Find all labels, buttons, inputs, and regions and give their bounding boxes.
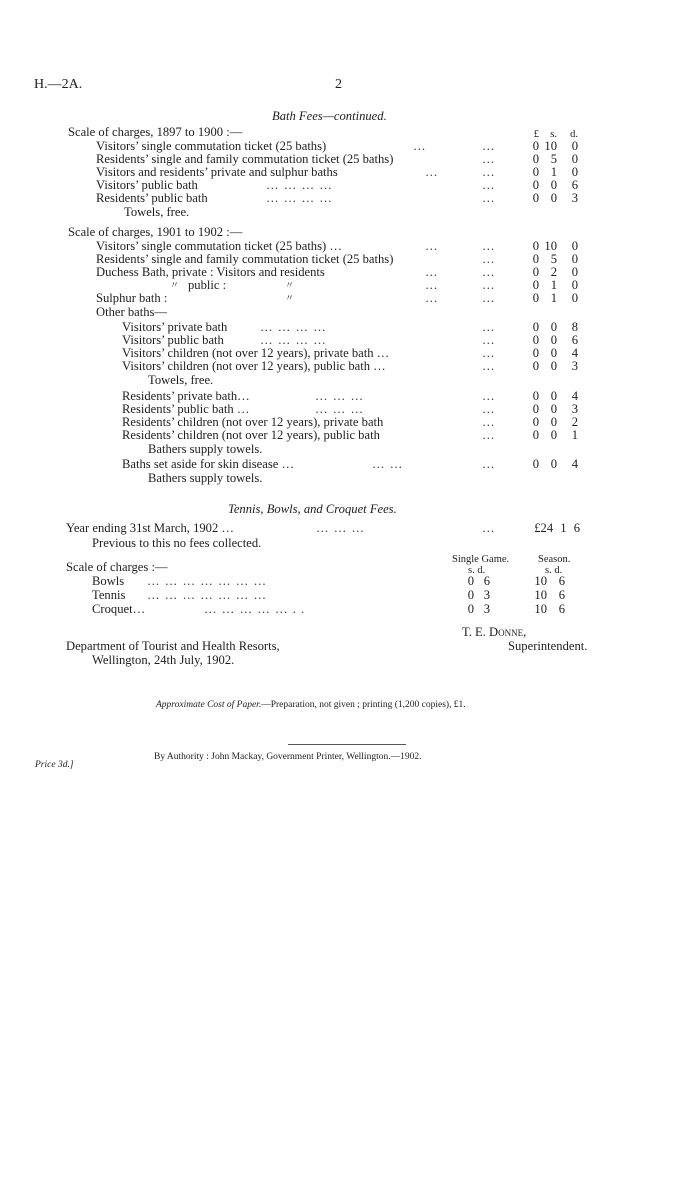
leader-dots: … bbox=[482, 265, 496, 279]
amount-pounds: 0 bbox=[532, 178, 539, 192]
fee-label: Duchess Bath, private : Visitors and residents bbox=[96, 265, 325, 279]
document-reference: H.—2A. bbox=[34, 77, 83, 92]
scale-1897-heading: Scale of charges, 1897 to 1900 :— bbox=[68, 125, 243, 139]
signatory-name: T. E. Donne, bbox=[462, 625, 527, 639]
leader-dots: … bbox=[482, 191, 496, 205]
fee-label: Residents’ single and family commutation ticket (25 baths) bbox=[96, 252, 394, 266]
season-pence: 6 bbox=[558, 574, 565, 588]
game-label: Tennis bbox=[92, 588, 126, 602]
season-sd-header: s. d. bbox=[545, 565, 563, 576]
amount-pounds: 0 bbox=[532, 333, 539, 347]
bath-fees-title: Bath Fees—continued. bbox=[272, 109, 387, 123]
amount-shillings: 1 bbox=[550, 165, 557, 179]
amount-shillings: 0 bbox=[550, 457, 557, 471]
leader-dots: … … … … bbox=[266, 178, 333, 192]
col-pounds-header: £ bbox=[533, 129, 539, 140]
amount-pence: 4 bbox=[571, 457, 578, 471]
amount-pence: 0 bbox=[571, 291, 578, 305]
fee-label: Residents’ public bath … bbox=[122, 402, 250, 416]
col-single-game-header: Single Game. bbox=[452, 554, 510, 565]
towels-note: Towels, free. bbox=[148, 373, 214, 387]
amount-pence: 0 bbox=[571, 152, 578, 166]
single-pence: 6 bbox=[483, 574, 490, 588]
single-shillings: 0 bbox=[467, 588, 474, 602]
ditto-mark: 〃 bbox=[170, 280, 180, 290]
cost-label: Approximate Cost of Paper. bbox=[156, 700, 262, 710]
ditto-mark: 〃 bbox=[285, 280, 295, 290]
leader-dots: … bbox=[482, 278, 496, 292]
amount-pence: 0 bbox=[571, 165, 578, 179]
season-shillings: 10 bbox=[534, 574, 547, 588]
amount-shillings: 5 bbox=[550, 252, 557, 266]
place-date: Wellington, 24th July, 1902. bbox=[92, 653, 235, 667]
leader-dots: … bbox=[482, 165, 496, 179]
fee-label: Residents’ children (not over 12 years), private bath bbox=[122, 415, 384, 429]
fee-label: Visitors’ children (not over 12 years), public bath … bbox=[122, 359, 386, 373]
department-name: Department of Tourist and Health Resorts, bbox=[66, 639, 280, 653]
fee-label: Residents’ public bath bbox=[96, 191, 208, 205]
amount-pence: 0 bbox=[571, 139, 578, 153]
leader-dots: … bbox=[482, 239, 496, 253]
amount-pence: 8 bbox=[571, 320, 578, 334]
fee-label: Baths set aside for skin disease … bbox=[122, 457, 295, 471]
fee-label: Residents’ single and family commutation ticket (25 baths) bbox=[96, 152, 394, 166]
amount-pounds: 0 bbox=[532, 165, 539, 179]
single-shillings: 0 bbox=[467, 574, 474, 588]
amount-shillings: 0 bbox=[550, 320, 557, 334]
leader-dots: … … … bbox=[315, 402, 365, 416]
col-season-header: Season. bbox=[538, 554, 571, 565]
amount-pence: 6 bbox=[571, 333, 578, 347]
leader-dots: … bbox=[482, 333, 496, 347]
approximate-cost bbox=[156, 700, 466, 710]
amount-shillings: 10 bbox=[544, 239, 557, 253]
fee-label: Visitors’ single commutation ticket (25 baths) bbox=[96, 139, 327, 153]
amount-shillings: 0 bbox=[550, 402, 557, 416]
amount-pounds: 0 bbox=[532, 278, 539, 292]
leader-dots: … … … … bbox=[266, 191, 333, 205]
amount-pence: 0 bbox=[571, 265, 578, 279]
amount-shillings: 10 bbox=[544, 139, 557, 153]
amount-shillings: 0 bbox=[550, 428, 557, 442]
amount-shillings: 0 bbox=[550, 178, 557, 192]
amount-pence: 6 bbox=[571, 178, 578, 192]
fee-label: Residents’ private bath… bbox=[122, 389, 250, 403]
fee-label: Visitors’ public bath bbox=[122, 333, 224, 347]
fee-label: Visitors’ private bath bbox=[122, 320, 228, 334]
leader-dots: … bbox=[482, 428, 496, 442]
amount-shillings: 0 bbox=[550, 191, 557, 205]
ditto-mark: 〃 bbox=[285, 293, 295, 303]
amount-pounds: 0 bbox=[532, 139, 539, 153]
leader-dots: … bbox=[482, 521, 496, 535]
amount-pence: 3 bbox=[571, 191, 578, 205]
amount-pounds: 0 bbox=[532, 252, 539, 266]
leader-dots: … bbox=[425, 291, 439, 305]
signatory-title: Superintendent. bbox=[508, 639, 588, 653]
leader-dots: … bbox=[482, 389, 496, 403]
leader-dots: … bbox=[482, 320, 496, 334]
amount-pounds: 0 bbox=[532, 346, 539, 360]
amount-pounds: 0 bbox=[532, 291, 539, 305]
season-pence: 6 bbox=[558, 602, 565, 616]
amount-pence: 3 bbox=[571, 402, 578, 416]
amount-pence: 2 bbox=[571, 415, 578, 429]
other-baths-heading: Other baths— bbox=[96, 305, 167, 319]
leader-dots: … … … … bbox=[260, 320, 327, 334]
leader-dots: … bbox=[482, 252, 496, 266]
tennis-fees-title: Tennis, Bowls, and Croquet Fees. bbox=[228, 502, 397, 516]
amount-pence: 4 bbox=[571, 389, 578, 403]
season-shillings: 10 bbox=[534, 588, 547, 602]
leader-dots: … … bbox=[372, 457, 404, 471]
amount-shillings: 0 bbox=[550, 389, 557, 403]
col-pence-header: d. bbox=[570, 129, 578, 140]
fee-label: Visitors’ public bath bbox=[96, 178, 198, 192]
amount-shillings: 0 bbox=[550, 346, 557, 360]
fee-label: public : bbox=[188, 278, 227, 292]
year-ending-label: Year ending 31st March, 1902 … bbox=[66, 521, 235, 535]
leader-dots: … … … … … . . bbox=[204, 602, 306, 616]
footer-rule bbox=[288, 744, 406, 745]
leader-dots: … bbox=[482, 359, 496, 373]
leader-dots: … bbox=[482, 457, 496, 471]
amount-pence: 3 bbox=[571, 359, 578, 373]
fee-label: Visitors’ single commutation ticket (25 baths) … bbox=[96, 239, 342, 253]
leader-dots: … … … bbox=[315, 389, 365, 403]
leader-dots: … … … … … … … bbox=[147, 588, 268, 602]
year-total: £24 1 6 bbox=[534, 521, 580, 535]
leader-dots: … bbox=[413, 139, 427, 153]
leader-dots: … bbox=[425, 165, 439, 179]
amount-pence: 0 bbox=[571, 239, 578, 253]
amount-pence: 0 bbox=[571, 278, 578, 292]
leader-dots: … bbox=[482, 152, 496, 166]
page-number: 2 bbox=[335, 77, 342, 92]
fee-label: Visitors’ children (not over 12 years), private bath … bbox=[122, 346, 390, 360]
leader-dots: … … … bbox=[316, 521, 366, 535]
leader-dots: … bbox=[482, 178, 496, 192]
price-note: Price 3d.] bbox=[35, 760, 74, 770]
leader-dots: … bbox=[482, 346, 496, 360]
leader-dots: … … … … … … … bbox=[147, 574, 268, 588]
game-label: Croquet… bbox=[92, 602, 146, 616]
towels-note: Bathers supply towels. bbox=[148, 471, 263, 485]
leader-dots: … bbox=[425, 239, 439, 253]
amount-pounds: 0 bbox=[532, 359, 539, 373]
fee-label: Residents’ children (not over 12 years), public bath bbox=[122, 428, 380, 442]
scale-1901-heading: Scale of charges, 1901 to 1902 :— bbox=[68, 225, 243, 239]
single-pence: 3 bbox=[483, 602, 490, 616]
fee-label: Visitors and residents’ private and sulphur baths bbox=[96, 165, 338, 179]
amount-pounds: 0 bbox=[532, 265, 539, 279]
amount-shillings: 0 bbox=[550, 359, 557, 373]
leader-dots: … … … … bbox=[260, 333, 327, 347]
amount-pounds: 0 bbox=[532, 389, 539, 403]
amount-shillings: 5 bbox=[550, 152, 557, 166]
single-sd-header: s. d. bbox=[468, 565, 486, 576]
printer-authority: By Authority : John Mackay, Government Printer, Wellington.—1902. bbox=[154, 752, 422, 762]
leader-dots: … bbox=[482, 402, 496, 416]
game-label: Bowls bbox=[92, 574, 125, 588]
leader-dots: … bbox=[425, 278, 439, 292]
season-shillings: 10 bbox=[534, 602, 547, 616]
previous-note: Previous to this no fees collected. bbox=[92, 536, 262, 550]
leader-dots: … bbox=[425, 265, 439, 279]
amount-shillings: 1 bbox=[550, 278, 557, 292]
cost-text: —Preparation, not given ; printing (1,200 copies), £1. bbox=[261, 700, 466, 710]
amount-pounds: 0 bbox=[532, 191, 539, 205]
fee-label: Sulphur bath : bbox=[96, 291, 168, 305]
amount-pounds: 0 bbox=[532, 152, 539, 166]
tennis-scale-heading: Scale of charges :— bbox=[66, 560, 168, 574]
amount-pounds: 0 bbox=[532, 457, 539, 471]
amount-pence: 1 bbox=[571, 428, 578, 442]
leader-dots: … bbox=[482, 415, 496, 429]
single-shillings: 0 bbox=[467, 602, 474, 616]
amount-pence: 4 bbox=[571, 346, 578, 360]
towels-note: Towels, free. bbox=[124, 205, 190, 219]
amount-pounds: 0 bbox=[532, 239, 539, 253]
towels-note: Bathers supply towels. bbox=[148, 442, 263, 456]
amount-pounds: 0 bbox=[532, 428, 539, 442]
amount-shillings: 2 bbox=[550, 265, 557, 279]
amount-pence: 0 bbox=[571, 252, 578, 266]
leader-dots: … bbox=[482, 139, 496, 153]
amount-shillings: 0 bbox=[550, 415, 557, 429]
single-pence: 3 bbox=[483, 588, 490, 602]
col-shillings-header: s. bbox=[550, 129, 557, 140]
leader-dots: … bbox=[482, 291, 496, 305]
amount-pounds: 0 bbox=[532, 415, 539, 429]
amount-shillings: 0 bbox=[550, 333, 557, 347]
amount-shillings: 1 bbox=[550, 291, 557, 305]
amount-pounds: 0 bbox=[532, 320, 539, 334]
amount-pounds: 0 bbox=[532, 402, 539, 416]
season-pence: 6 bbox=[558, 588, 565, 602]
